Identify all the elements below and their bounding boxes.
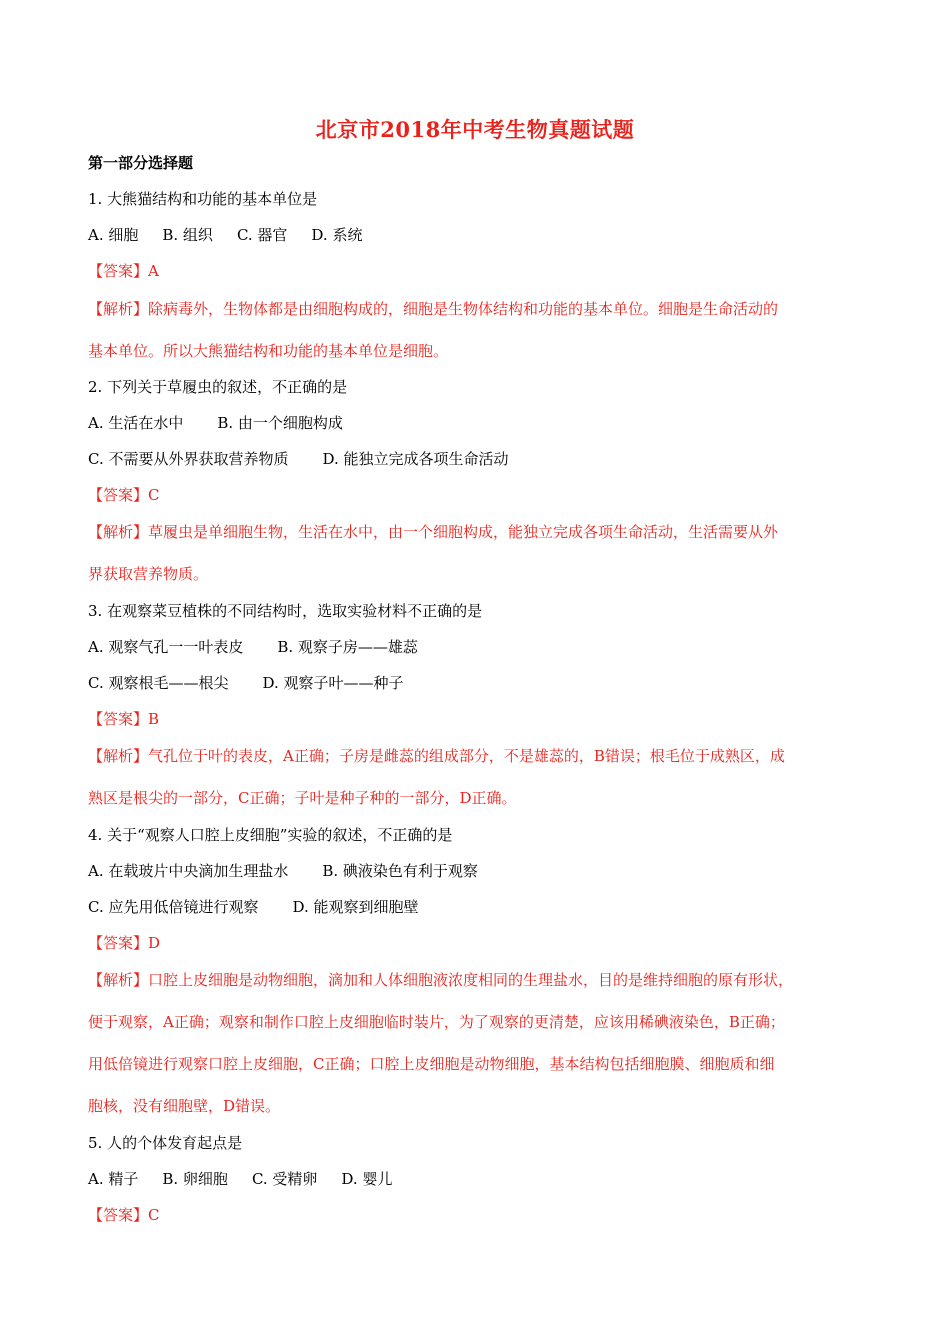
question-3-answer — [88, 708, 159, 730]
analysis-text: 草履虫是单细胞生物，生活在水中，由一个细胞构成，能独立完成各项生命活动，生活需要从外 — [148, 523, 779, 541]
answer-value: C — [148, 486, 160, 504]
question-5-options — [88, 1168, 416, 1190]
question-4-analysis-line-3: 用低倍镜进行观察口腔上皮细胞，C正确；口腔上皮细胞是动物细胞，基本结构包括细胞膜、细胞质和细 — [88, 1055, 775, 1073]
question-4-stem: 4. 关于“观察人口腔上皮细胞”实验的叙述，不正确的是 — [88, 826, 453, 844]
option-d: D. 系统 — [311, 226, 363, 244]
answer-value: C — [148, 1206, 160, 1224]
option-d: D. 能独立完成各项生命活动 — [322, 450, 509, 468]
option-a: A. 观察气孔一一叶表皮 — [88, 638, 244, 656]
answer-tag: 【答案】 — [88, 1206, 149, 1224]
page-title: 北京市2018年中考生物真题试题 — [315, 117, 635, 142]
question-5-answer — [88, 1204, 160, 1226]
option-a: A. 生活在水中 — [88, 414, 184, 432]
option-b: B. 组织 — [162, 226, 213, 244]
question-2-answer — [88, 484, 160, 506]
option-d: D. 婴儿 — [341, 1170, 393, 1188]
question-2-options-row-2 — [88, 448, 533, 470]
option-c: C. 器官 — [236, 226, 288, 244]
question-3-options-row-2 — [88, 672, 428, 694]
option-c: C. 观察根毛——根尖 — [88, 674, 229, 692]
question-4-answer — [88, 932, 160, 954]
question-4-analysis-line-1 — [88, 969, 793, 991]
option-b: B. 观察子房——雄蕊 — [277, 638, 418, 656]
answer-value: D — [148, 934, 161, 952]
question-1-options — [88, 224, 386, 246]
question-1-analysis-line-1 — [88, 298, 778, 320]
question-3-options-row-1 — [88, 636, 442, 658]
analysis-text: 口腔上皮细胞是动物细胞，滴加和人体细胞液浓度相同的生理盐水，目的是维持细胞的原有形状， — [148, 971, 794, 989]
question-4-options-row-2 — [88, 896, 443, 918]
answer-value: B — [148, 710, 160, 728]
option-b: B. 卵细胞 — [162, 1170, 228, 1188]
option-a: A. 细胞 — [88, 226, 139, 244]
question-5-stem: 5. 人的个体发育起点是 — [88, 1134, 243, 1152]
option-c: C. 受精卵 — [251, 1170, 318, 1188]
option-c: C. 应先用低倍镜进行观察 — [88, 898, 259, 916]
analysis-tag: 【解析】 — [88, 523, 149, 541]
question-2-stem: 2. 下列关于草履虫的叙述，不正确的是 — [88, 378, 348, 396]
section-heading: 第一部分选择题 — [88, 154, 194, 172]
question-1-stem: 1. 大熊猫结构和功能的基本单位是 — [88, 190, 318, 208]
option-b: B. 碘液染色有利于观察 — [322, 862, 478, 880]
question-2-analysis-line-2: 界获取营养物质。 — [88, 565, 209, 583]
question-1-analysis-line-2: 基本单位。所以大熊猫结构和功能的基本单位是细胞。 — [88, 342, 449, 360]
option-d: D. 能观察到细胞壁 — [292, 898, 419, 916]
answer-value: A — [148, 262, 159, 280]
analysis-tag: 【解析】 — [88, 747, 149, 765]
analysis-text: 除病毒外，生物体都是由细胞构成的，细胞是生物体结构和功能的基本单位。细胞是生命活动的 — [148, 300, 779, 318]
answer-tag: 【答案】 — [88, 486, 149, 504]
analysis-text: 气孔位于叶的表皮，A正确；子房是雌蕊的组成部分，不是雄蕊的，B错误；根毛位于成熟区，成 — [148, 747, 785, 765]
question-4-options-row-1 — [88, 860, 502, 882]
option-d: D. 观察子叶——种子 — [262, 674, 404, 692]
question-1-answer — [88, 260, 159, 282]
option-b: B. 由一个细胞构成 — [217, 414, 343, 432]
option-a: A. 精子 — [88, 1170, 139, 1188]
analysis-tag: 【解析】 — [88, 971, 149, 989]
option-c: C. 不需要从外界获取营养物质 — [88, 450, 289, 468]
question-3-stem: 3. 在观察菜豆植株的不同结构时，选取实验材料不正确的是 — [88, 602, 483, 620]
question-2-options-row-1 — [88, 412, 367, 434]
analysis-tag: 【解析】 — [88, 300, 149, 318]
question-3-analysis-line-1 — [88, 745, 785, 767]
question-4-analysis-line-4: 胞核，没有细胞壁，D错误。 — [88, 1097, 281, 1115]
answer-tag: 【答案】 — [88, 710, 149, 728]
answer-tag: 【答案】 — [88, 934, 149, 952]
option-a: A. 在载玻片中央滴加生理盐水 — [88, 862, 289, 880]
question-3-analysis-line-2: 熟区是根尖的一部分，C正确；子叶是种子种的一部分，D正确。 — [88, 789, 517, 807]
answer-tag: 【答案】 — [88, 262, 149, 280]
question-2-analysis-line-1 — [88, 521, 778, 543]
question-4-analysis-line-2: 便于观察，A正确；观察和制作口腔上皮细胞临时装片，为了观察的更清楚，应该用稀碘液染色，B正确； — [88, 1013, 785, 1031]
